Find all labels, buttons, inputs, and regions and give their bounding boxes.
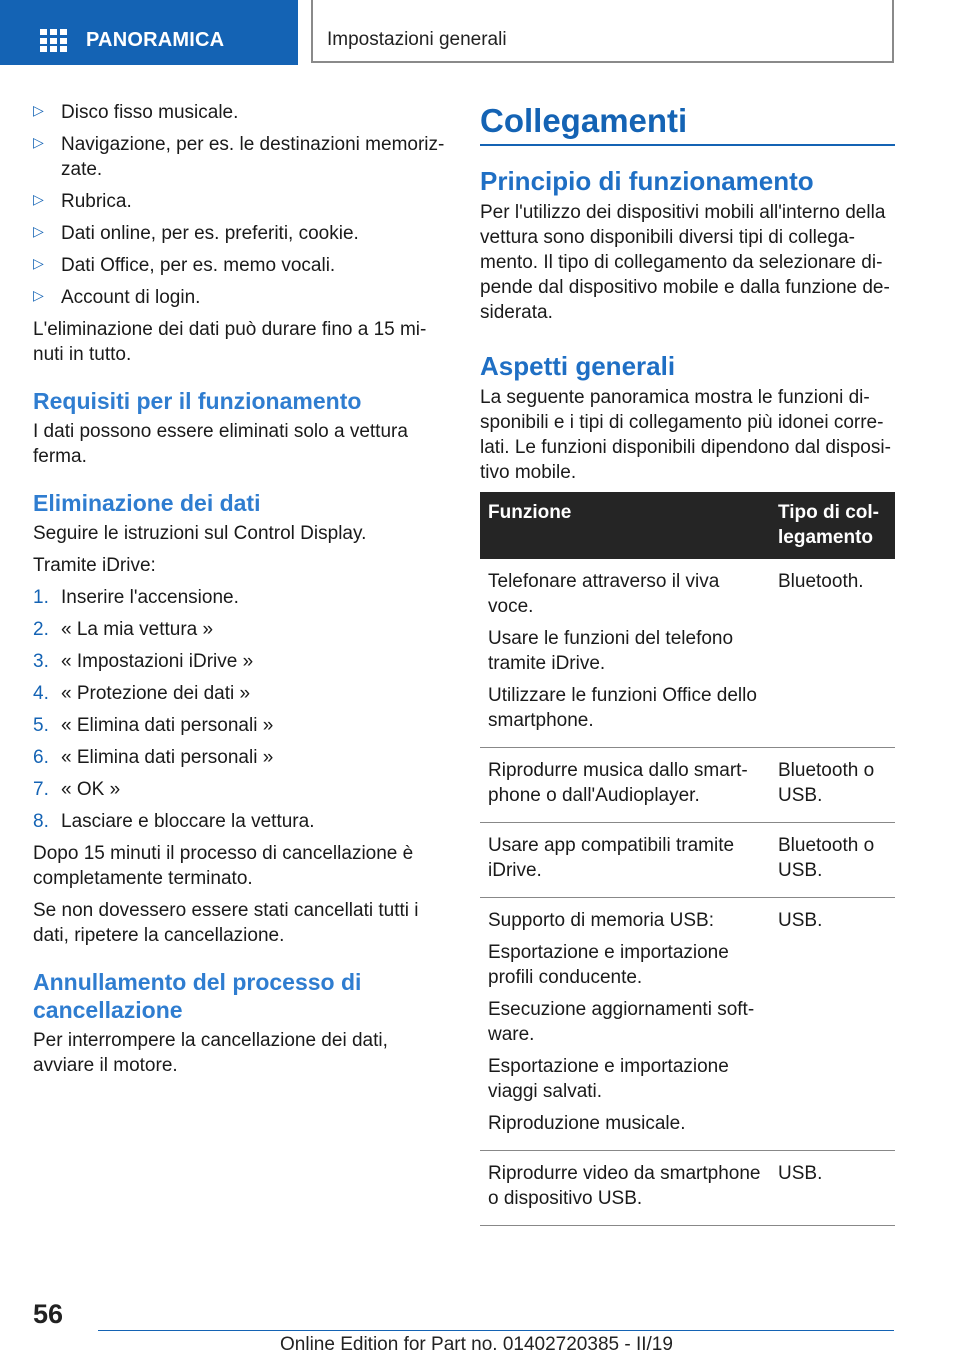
list-item — [33, 189, 448, 214]
triangle-bullet-icon: ▷ — [33, 191, 44, 207]
table-row — [480, 559, 895, 748]
list-item — [33, 100, 448, 125]
footer-divider — [98, 1330, 894, 1331]
list-item — [33, 132, 448, 182]
list-item — [33, 221, 448, 246]
step-item — [33, 585, 448, 610]
cell-tipo: USB. — [770, 1151, 895, 1226]
step-text: « Elimina dati personali » — [61, 715, 274, 736]
step-number: 8. — [33, 811, 49, 832]
list-item — [33, 285, 448, 310]
table-row — [480, 823, 895, 898]
list-item-text: Navigazione, per es. le destinazioni memorizzate. — [61, 134, 445, 180]
step-number: 6. — [33, 747, 49, 768]
cell-text: Usare app compatibili tramite iDrive. — [488, 835, 735, 881]
nav-tab-label: PANORAMICA — [86, 29, 225, 51]
step-item — [33, 713, 448, 738]
left-column — [33, 100, 448, 1085]
paragraph: La seguente panoramica mostra le funzioni disponibili e i tipi di collegamento più idonei correlati. Le funzioni disponibili dipendono dal dispositivo mobile. — [480, 387, 891, 483]
list-item-text: Dati online, per es. preferiti, cookie. — [61, 223, 359, 244]
heading-overview: Aspetti generali — [480, 351, 676, 381]
step-text: Lasciare e bloccare la vettura. — [61, 811, 315, 832]
step-number: 3. — [33, 651, 49, 672]
paragraph: I dati possono essere eliminati solo a vettura ferma. — [33, 421, 408, 467]
step-item — [33, 809, 448, 834]
paragraph: Se non dovessero essere stati cancellati tutti i dati, ripetere la cancellazione. — [33, 900, 419, 946]
cell-text: Esecuzione aggiornamenti software. — [488, 999, 755, 1045]
table-header-funzione: Funzione — [480, 492, 770, 559]
cell-funzione — [480, 823, 770, 898]
heading-principle: Principio di funzionamento — [480, 166, 814, 196]
nav-tab-panoramica[interactable] — [0, 0, 298, 65]
heading-cancel-process: Annullamento del processo di cancellazione — [33, 969, 362, 1023]
heading-requirements: Requisiti per il funzionamento — [33, 388, 362, 414]
list-item-text: Dati Office, per es. memo vocali. — [61, 255, 336, 276]
cell-funzione — [480, 1151, 770, 1226]
step-number: 7. — [33, 779, 49, 800]
table-row — [480, 898, 895, 1151]
cell-funzione — [480, 898, 770, 1151]
cell-text: Riprodurre video da smartphone o dispositivo USB. — [488, 1163, 761, 1209]
step-text: « OK » — [61, 779, 121, 800]
cell-text: Telefonare attraverso il viva voce. — [488, 571, 720, 617]
cell-funzione — [480, 748, 770, 823]
section-title: Impostazioni generali — [327, 29, 507, 50]
paragraph: L'eliminazione dei dati può durare fino a 15 minuti in tutto. — [33, 319, 427, 365]
cell-text: Usare le funzioni del telefono tramite iDrive. — [488, 628, 734, 674]
cell-tipo: Bluetooth. — [770, 559, 895, 748]
table-header-row — [480, 492, 895, 559]
step-text: « La mia vettura » — [61, 619, 214, 640]
right-column — [480, 98, 895, 1226]
cell-text: Supporto di memoria USB: — [488, 910, 714, 931]
list-item-text: Disco fisso musicale. — [61, 102, 239, 123]
triangle-bullet-icon: ▷ — [33, 102, 44, 118]
triangle-bullet-icon: ▷ — [33, 287, 44, 303]
triangle-bullet-icon: ▷ — [33, 223, 44, 239]
cell-text: Esportazione e importazione viaggi salvati. — [488, 1056, 729, 1102]
list-item-text: Account di login. — [61, 287, 201, 308]
step-item — [33, 649, 448, 674]
cell-text: Utilizzare le funzioni Office dello smartphone. — [488, 685, 757, 731]
step-number: 1. — [33, 587, 49, 608]
footer-edition: Online Edition for Part no. 01402720385 - II/19 — [280, 1334, 673, 1355]
cell-tipo: USB. — [770, 898, 895, 1151]
table-row — [480, 1151, 895, 1226]
step-number: 5. — [33, 715, 49, 736]
list-item-text: Rubrica. — [61, 191, 132, 212]
cell-text: Riproduzione musicale. — [488, 1113, 686, 1134]
cell-tipo: Bluetooth o USB. — [770, 748, 895, 823]
step-text: « Protezione dei dati » — [61, 683, 251, 704]
step-number: 2. — [33, 619, 49, 640]
section-header — [311, 0, 894, 63]
heading-delete-data: Eliminazione dei dati — [33, 490, 261, 516]
paragraph: Seguire le istruzioni sul Control Display. — [33, 523, 367, 544]
triangle-bullet-icon: ▷ — [33, 134, 44, 150]
table-row — [480, 748, 895, 823]
cell-text: Esportazione e importazione profili conducente. — [488, 942, 729, 988]
step-text: Inserire l'accensione. — [61, 587, 239, 608]
paragraph: Dopo 15 minuti il processo di cancellazione è completamente terminato. — [33, 843, 414, 889]
step-item — [33, 745, 448, 770]
step-number: 4. — [33, 683, 49, 704]
steps-list — [33, 585, 448, 834]
page-number: 56 — [33, 1299, 64, 1329]
step-text: « Elimina dati personali » — [61, 747, 274, 768]
cell-funzione — [480, 559, 770, 748]
step-item — [33, 617, 448, 642]
paragraph: Per interrompere la cancellazione dei dati, avviare il motore. — [33, 1030, 388, 1076]
triangle-bullet-icon: ▷ — [33, 255, 44, 271]
chapter-title: Collegamenti — [480, 98, 895, 146]
cell-text: Riprodurre musica dallo smartphone o dall'Audioplayer. — [488, 760, 748, 806]
cell-tipo: Bluetooth o USB. — [770, 823, 895, 898]
grid-menu-icon — [40, 29, 67, 52]
bullet-list — [33, 100, 448, 310]
paragraph: Tramite iDrive: — [33, 555, 156, 576]
paragraph: Per l'utilizzo dei dispositivi mobili all'interno della vettura sono disponibili diversi tipi di collegamento. Il tipo di collegamento da selezionare dipende dal dispositivo mobile e dalla funzione desiderata. — [480, 202, 890, 323]
table-header-tipo: Tipo di collegamento — [770, 492, 895, 559]
list-item — [33, 253, 448, 278]
step-text: « Impostazioni iDrive » — [61, 651, 254, 672]
step-item — [33, 777, 448, 802]
step-item — [33, 681, 448, 706]
connections-table — [480, 492, 895, 1226]
